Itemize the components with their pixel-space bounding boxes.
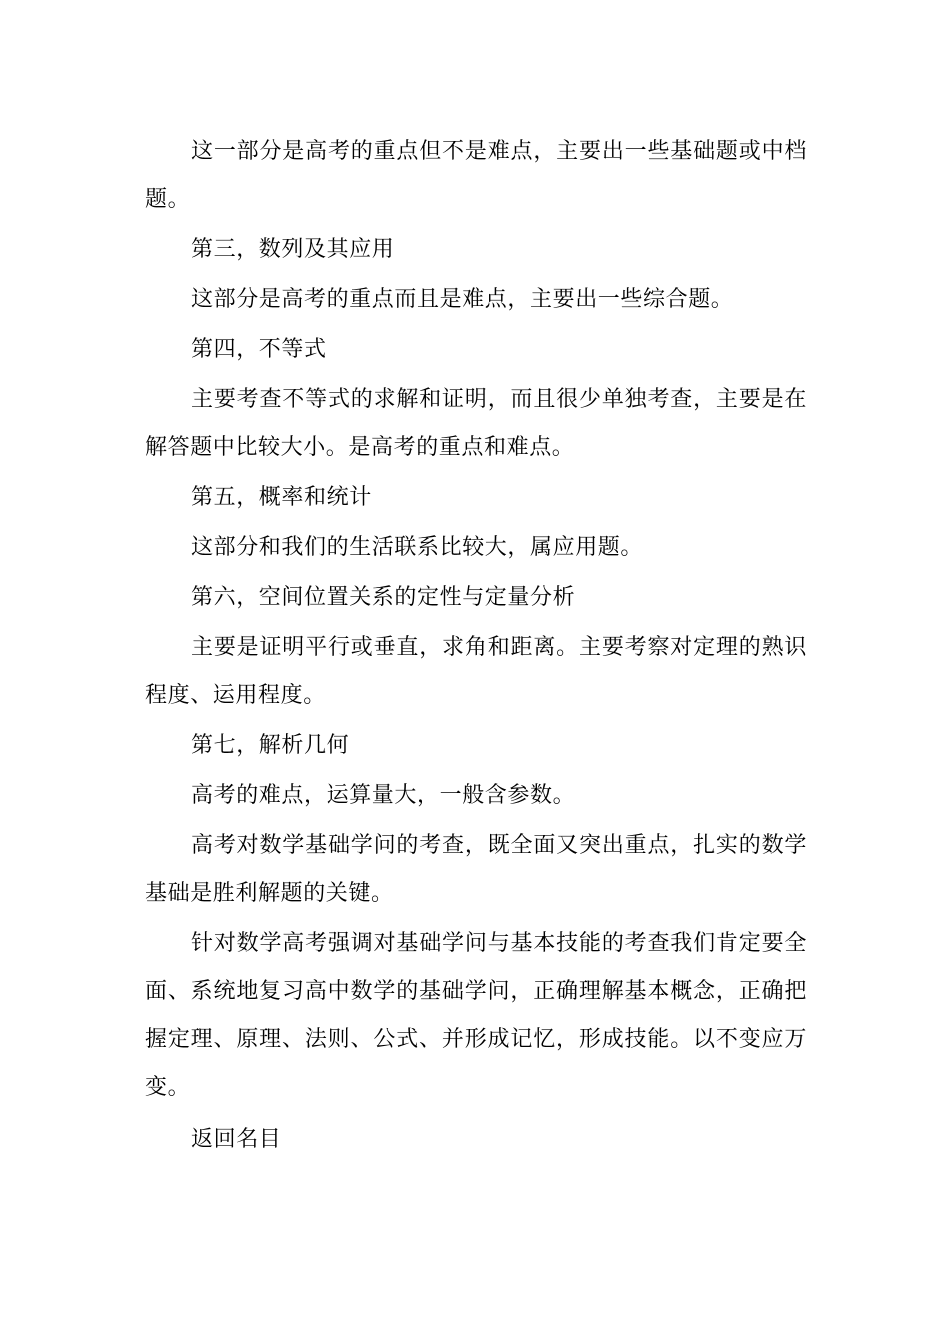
- paragraph-foundation-knowledge: 高考对数学基础学问的考查，既全面又突出重点，扎实的数学基础是胜利解题的关键。: [145, 833, 807, 906]
- heading-probability-statistics: 第五，概率和统计: [191, 485, 372, 510]
- paragraph-inequalities: 主要考查不等式的求解和证明，而且很少单独考查，主要是在解答题中比较大小。是高考的重点和难点。: [145, 387, 807, 460]
- heading-spatial-relations: 第六，空间位置关系的定性与定量分析: [191, 585, 576, 610]
- paragraph-sequences: 这部分是高考的重点而且是难点，主要出一些综合题。: [191, 287, 734, 312]
- heading-sequences: 第三，数列及其应用: [191, 237, 395, 262]
- paragraph-section-two-description: 这一部分是高考的重点但不是难点，主要出一些基础题或中档题。: [145, 139, 807, 212]
- heading-analytic-geometry: 第七，解析几何: [191, 733, 350, 758]
- paragraph-analytic-geometry: 高考的难点，运算量大，一般含参数。: [191, 783, 576, 808]
- return-to-contents-link[interactable]: 返回名目: [191, 1127, 282, 1152]
- paragraph-probability-statistics: 这部分和我们的生活联系比较大，属应用题。: [191, 535, 644, 560]
- paragraph-spatial-relations: 主要是证明平行或垂直，求角和距离。主要考察对定理的熟识程度、运用程度。: [145, 635, 807, 708]
- heading-inequalities: 第四，不等式: [191, 337, 327, 362]
- paragraph-review-advice: 针对数学高考强调对基础学问与基本技能的考查我们肯定要全面、系统地复习高中数学的基础学问，正确理解基本概念，正确把握定理、原理、法则、公式、并形成记忆，形成技能。以不变应万变。: [145, 931, 807, 1100]
